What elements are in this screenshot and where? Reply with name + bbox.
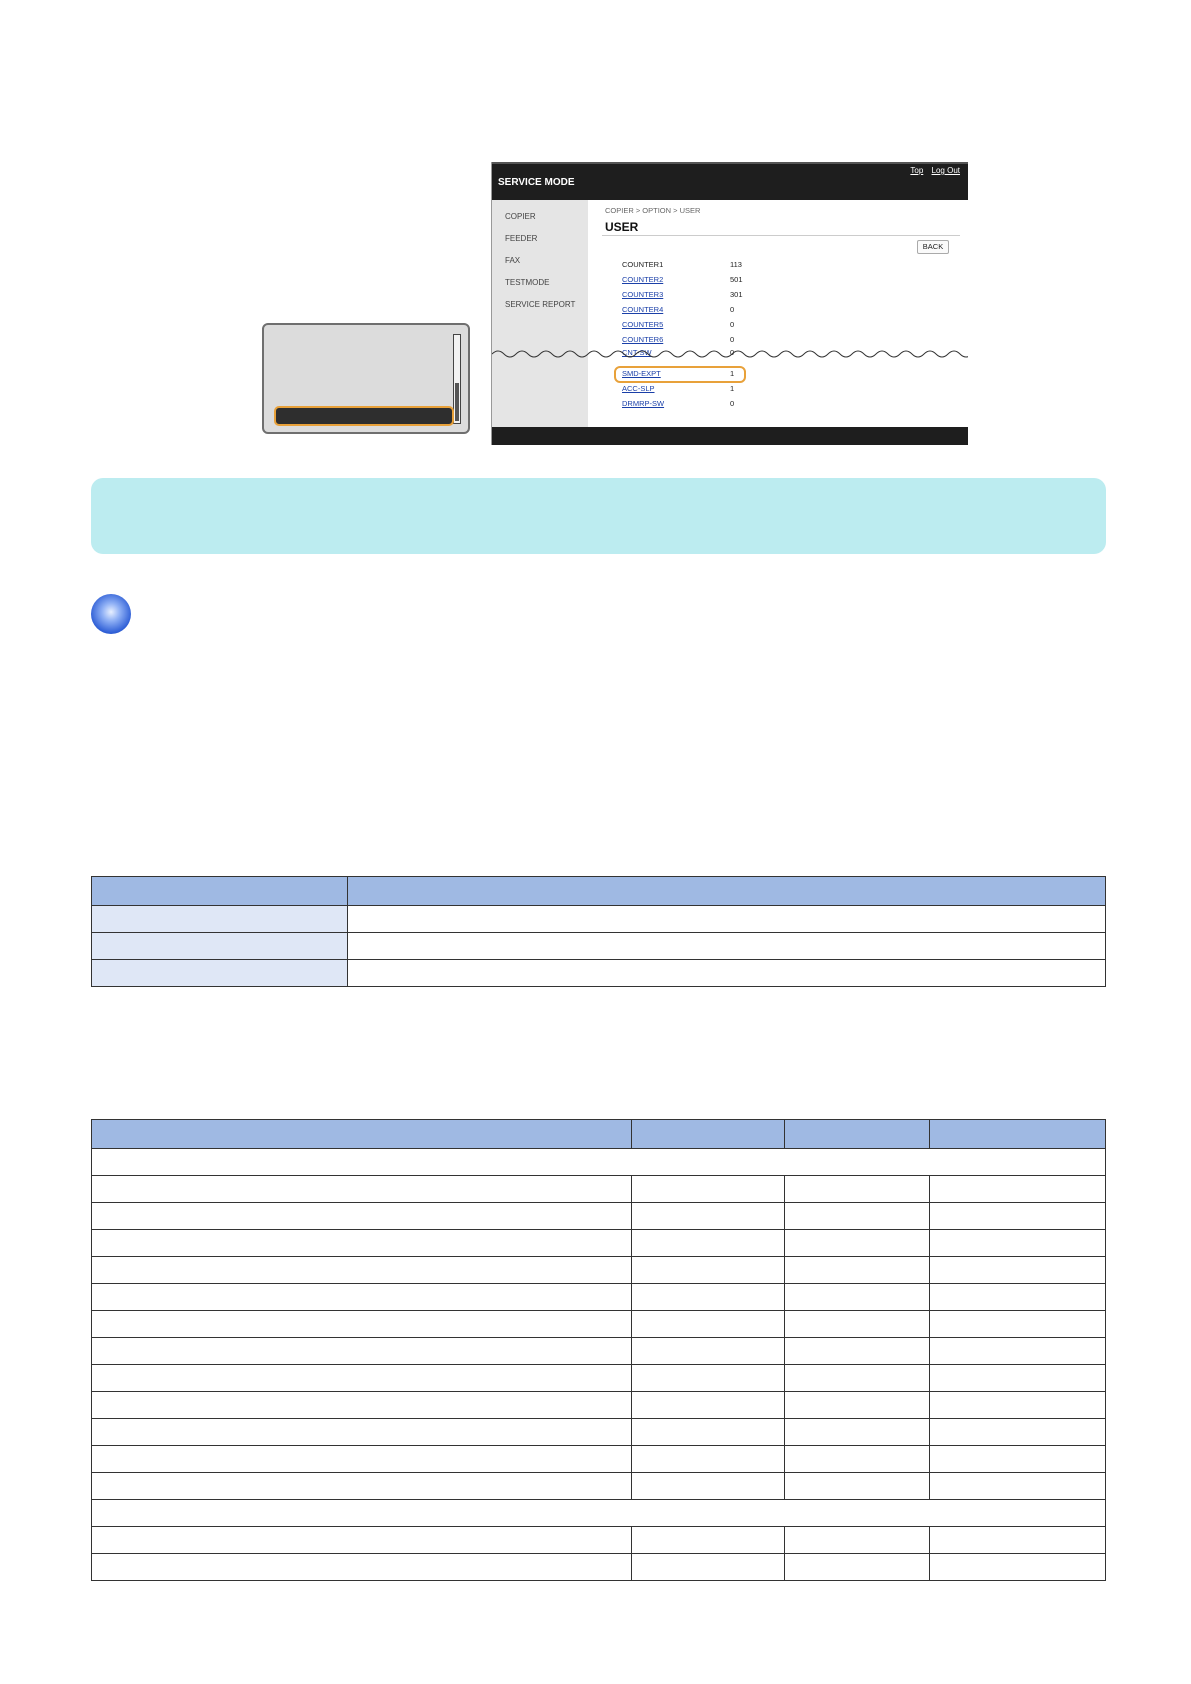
page-title: USER	[605, 220, 639, 234]
table-row	[92, 1473, 1106, 1500]
table-cell	[92, 1176, 632, 1203]
item-value: 0	[730, 348, 735, 357]
table-cell	[785, 1311, 930, 1338]
table-cell	[930, 1257, 1106, 1284]
table-cell	[785, 1203, 930, 1230]
table-cell	[930, 1419, 1106, 1446]
table-cell	[92, 1554, 632, 1581]
table-cell	[930, 1338, 1106, 1365]
table-cell	[632, 1338, 785, 1365]
list-item	[622, 384, 735, 393]
table-row	[92, 1176, 1106, 1203]
table-cell	[92, 1311, 632, 1338]
table-cell-label	[92, 906, 348, 933]
table-settings	[91, 876, 1106, 987]
table-row	[92, 1554, 1106, 1581]
list-item	[622, 399, 735, 408]
table-cell	[92, 1446, 632, 1473]
break-line	[492, 348, 968, 360]
item-link-highlighted[interactable]: SMD-EXPT	[622, 369, 661, 378]
item-link[interactable]: COUNTER5	[622, 320, 664, 329]
table-cell	[632, 1203, 785, 1230]
device-panel	[262, 323, 470, 434]
item-value: 1	[730, 369, 735, 378]
section-bullet-icon	[91, 594, 131, 634]
table-cell	[348, 933, 1106, 960]
table-cell	[785, 1527, 930, 1554]
list-item	[622, 260, 742, 269]
table-row	[92, 906, 1106, 933]
table-cell	[785, 1392, 930, 1419]
table-cell	[92, 1149, 1106, 1176]
scrollbar-thumb[interactable]	[455, 383, 459, 421]
item-link[interactable]: ACC-SLP	[622, 384, 655, 393]
service-mode-screenshot	[491, 162, 968, 445]
item-value: 0	[730, 320, 735, 329]
table-cell	[930, 1446, 1106, 1473]
table-cell	[632, 1446, 785, 1473]
table-cell	[930, 1176, 1106, 1203]
table-row	[92, 933, 1106, 960]
item-link[interactable]: COUNTER2	[622, 275, 664, 284]
table-cell	[785, 1419, 930, 1446]
item-value: 1	[730, 384, 735, 393]
table-cell	[632, 1365, 785, 1392]
table-cell	[930, 1554, 1106, 1581]
table-header-cell	[348, 877, 1106, 906]
table-header-cell	[632, 1120, 785, 1149]
table-cell	[92, 1203, 632, 1230]
table-cell	[92, 1230, 632, 1257]
table-row	[92, 960, 1106, 987]
table-cell	[785, 1365, 930, 1392]
item-value: 0	[730, 335, 735, 344]
item-link[interactable]: COUNTER3	[622, 290, 664, 299]
list-item	[622, 335, 735, 344]
item-value: 501	[730, 275, 743, 284]
table-cell	[930, 1230, 1106, 1257]
table-cell	[632, 1230, 785, 1257]
list-item	[622, 275, 743, 284]
breadcrumb: COPIER > OPTION > USER	[605, 206, 701, 215]
table-cell	[92, 1473, 632, 1500]
table-cell	[632, 1527, 785, 1554]
divider	[602, 235, 960, 236]
item-value: 0	[730, 399, 735, 408]
sidebar-item-testmode[interactable]: TESTMODE	[505, 278, 550, 287]
item-link[interactable]: CNT-SW	[622, 348, 652, 357]
sidebar-item-service-report[interactable]: SERVICE REPORT	[505, 300, 576, 309]
table-cell	[785, 1473, 930, 1500]
table-row	[92, 1230, 1106, 1257]
top-links	[904, 166, 960, 175]
table-cell	[632, 1419, 785, 1446]
table-cell	[785, 1257, 930, 1284]
table-cell	[632, 1284, 785, 1311]
table-cell	[930, 1284, 1106, 1311]
table-row	[92, 1284, 1106, 1311]
item-link[interactable]: COUNTER6	[622, 335, 664, 344]
table-cell	[92, 1527, 632, 1554]
table-header	[92, 1120, 1106, 1149]
header-topline	[492, 162, 968, 164]
table-cell	[348, 960, 1106, 987]
table-cell	[785, 1554, 930, 1581]
table-row	[92, 1392, 1106, 1419]
table-header-cell	[785, 1120, 930, 1149]
table-section-row	[92, 1149, 1106, 1176]
table-counters	[91, 1119, 1106, 1581]
list-item	[622, 369, 735, 378]
logout-link[interactable]: Log Out	[931, 166, 960, 175]
table-cell-label	[92, 960, 348, 987]
item-value: 0	[730, 305, 735, 314]
table-cell	[785, 1284, 930, 1311]
table-cell	[632, 1257, 785, 1284]
table-cell	[632, 1176, 785, 1203]
table-header-cell	[930, 1120, 1106, 1149]
app-title: SERVICE MODE	[498, 177, 575, 188]
table-row	[92, 1365, 1106, 1392]
table-cell	[930, 1392, 1106, 1419]
back-button[interactable]: BACK	[917, 240, 949, 254]
table-row	[92, 1527, 1106, 1554]
table-row	[92, 1311, 1106, 1338]
table-cell	[92, 1419, 632, 1446]
sidebar	[492, 200, 588, 427]
table-cell	[785, 1446, 930, 1473]
item-value: 113	[730, 260, 742, 269]
table-cell	[92, 1338, 632, 1365]
footer-bar	[492, 427, 968, 445]
table-cell	[632, 1311, 785, 1338]
table-header-cell	[92, 877, 348, 906]
sidebar-item-fax[interactable]: FAX	[505, 256, 521, 265]
top-link[interactable]: Top	[910, 166, 924, 175]
table-cell	[930, 1203, 1106, 1230]
item-name: COUNTER1	[622, 260, 664, 269]
table-row	[92, 1203, 1106, 1230]
sidebar-item-copier[interactable]: COPIER	[505, 212, 536, 221]
sidebar-item-feeder[interactable]: FEEDER	[505, 234, 538, 243]
note-box	[91, 478, 1106, 554]
list-item	[622, 305, 735, 314]
table-cell	[930, 1473, 1106, 1500]
table-cell	[632, 1473, 785, 1500]
table-row	[92, 1338, 1106, 1365]
selected-item-bar[interactable]	[274, 406, 454, 426]
table-row	[92, 1257, 1106, 1284]
table-row	[92, 1446, 1106, 1473]
table-section-row	[92, 1500, 1106, 1527]
table-cell	[92, 1284, 632, 1311]
table-cell	[930, 1527, 1106, 1554]
table-cell	[92, 1392, 632, 1419]
item-link[interactable]: DRMRP-SW	[622, 399, 665, 408]
table-cell	[785, 1176, 930, 1203]
scrollbar[interactable]	[453, 334, 461, 424]
item-link[interactable]: COUNTER4	[622, 305, 664, 314]
table-cell	[785, 1230, 930, 1257]
list-item	[622, 290, 743, 299]
table-header	[92, 877, 1106, 906]
table-cell	[930, 1311, 1106, 1338]
table-cell	[930, 1365, 1106, 1392]
table-row	[92, 1419, 1106, 1446]
table-cell	[632, 1392, 785, 1419]
table-cell	[348, 906, 1106, 933]
table-cell	[92, 1257, 632, 1284]
table-cell	[632, 1554, 785, 1581]
table-header-cell	[92, 1120, 632, 1149]
item-value: 301	[730, 290, 743, 299]
table-cell-label	[92, 933, 348, 960]
table-cell	[92, 1500, 1106, 1527]
list-item	[622, 320, 735, 329]
table-cell	[92, 1365, 632, 1392]
table-cell	[785, 1338, 930, 1365]
